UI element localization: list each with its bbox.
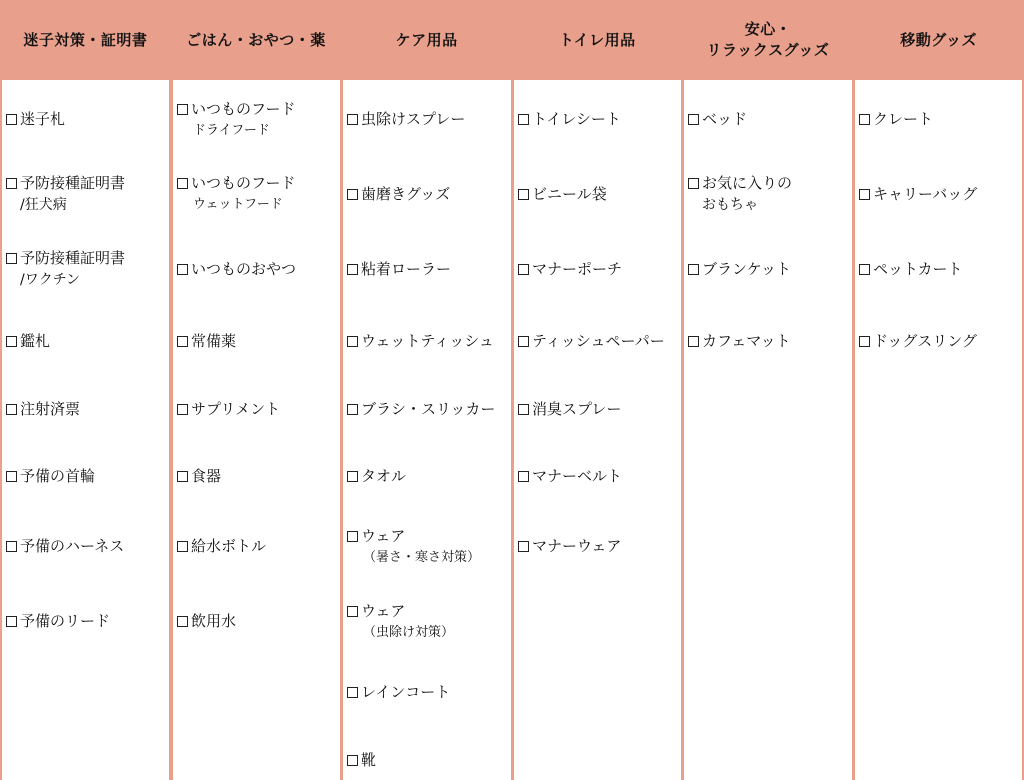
checkbox-icon[interactable] [518, 189, 529, 200]
item-label: ペットカート [873, 260, 963, 278]
item-label: 予備の首輪 [20, 467, 96, 485]
checkbox-icon[interactable] [6, 616, 17, 627]
checkbox-icon[interactable] [177, 178, 188, 189]
item-label: 予防接種証明書 [20, 249, 126, 267]
checklist-item[interactable] [347, 681, 509, 703]
checklist-item[interactable] [6, 247, 167, 291]
checklist-item[interactable] [177, 398, 338, 420]
checkbox-icon[interactable] [177, 471, 188, 482]
item-label: 注射済票 [20, 400, 81, 418]
checklist-item[interactable] [6, 535, 167, 557]
checkbox-icon[interactable] [859, 264, 870, 275]
checklist-item[interactable] [6, 330, 167, 352]
item-label: 消臭スプレー [532, 400, 622, 418]
checklist-item[interactable] [347, 330, 509, 352]
checkbox-icon[interactable] [177, 616, 188, 627]
item-label: レインコート [361, 683, 451, 701]
item-label: いつものおやつ [191, 260, 297, 278]
checklist-item[interactable] [177, 172, 338, 216]
checklist-item[interactable] [6, 108, 167, 130]
checkbox-icon[interactable] [518, 541, 529, 552]
checkbox-icon[interactable] [688, 178, 699, 189]
item-label: ブラシ・スリッカー [361, 400, 496, 418]
checklist-item[interactable] [859, 258, 1020, 280]
checkbox-icon[interactable] [688, 114, 699, 125]
item-label: 給水ボトル [191, 537, 267, 555]
checklist-item[interactable] [518, 330, 679, 352]
item-label: トイレシート [532, 110, 621, 128]
item-label: マナーベルト [532, 467, 623, 485]
item-label: 靴 [361, 751, 377, 769]
checklist-item[interactable] [518, 465, 679, 487]
checklist-item[interactable] [518, 183, 679, 205]
checkbox-icon[interactable] [347, 606, 358, 617]
checklist-column [514, 80, 681, 780]
item-label: ウェア [361, 602, 406, 620]
item-sublabel: ウェットフード [193, 197, 283, 212]
checkbox-icon[interactable] [518, 336, 529, 347]
checkbox-icon[interactable] [347, 264, 358, 275]
checkbox-icon[interactable] [518, 114, 529, 125]
checklist-item[interactable] [177, 98, 338, 142]
item-label: いつものフード [191, 100, 296, 118]
item-label: ビニール袋 [532, 185, 607, 203]
item-label: ブランケット [702, 260, 791, 278]
checkbox-icon[interactable] [347, 189, 358, 200]
header-row [0, 0, 1024, 80]
item-label: ウェア [361, 527, 406, 545]
checkbox-icon[interactable] [177, 404, 188, 415]
item-label: キャリーバッグ [873, 185, 978, 203]
checklist-item[interactable] [347, 258, 509, 280]
checklist-item[interactable] [688, 258, 850, 280]
checkbox-icon[interactable] [177, 541, 188, 552]
checkbox-icon[interactable] [6, 336, 17, 347]
column-header: トイレ用品 [558, 30, 636, 49]
checklist-item[interactable] [347, 525, 509, 569]
checklist-item[interactable] [177, 610, 338, 632]
item-sublabel: /狂犬病 [20, 197, 67, 213]
checklist-item[interactable] [6, 465, 167, 487]
checkbox-icon[interactable] [859, 189, 870, 200]
checklist-column [684, 80, 852, 780]
column-header: 移動グッズ [900, 30, 977, 49]
item-label: マナーウェア [532, 537, 622, 555]
checkbox-icon[interactable] [347, 471, 358, 482]
checkbox-icon[interactable] [347, 114, 358, 125]
item-label: マナーポーチ [532, 260, 623, 278]
checkbox-icon[interactable] [6, 404, 17, 415]
checklist-item[interactable] [177, 258, 338, 280]
item-label: 歯磨きグッズ [361, 185, 451, 203]
item-label: 予備のリード [20, 612, 111, 630]
checkbox-icon[interactable] [518, 264, 529, 275]
item-label: ウェットティッシュ [361, 332, 494, 350]
checklist-item[interactable] [6, 610, 167, 632]
item-label: タオル [361, 467, 407, 485]
item-label: 鑑札 [20, 332, 51, 350]
checklist-item[interactable] [6, 172, 167, 216]
item-label: 虫除けスプレー [361, 110, 466, 128]
checklist-item[interactable] [347, 600, 509, 644]
checklist-item[interactable] [347, 183, 509, 205]
column-header: 迷子対策・証明書 [23, 30, 148, 49]
item-label: 常備薬 [191, 332, 237, 350]
checklist-column [855, 80, 1022, 780]
checklist-item[interactable] [688, 330, 850, 352]
item-label: 食器 [191, 467, 222, 485]
item-label: 予防接種証明書 [20, 174, 126, 192]
checklist-item[interactable] [6, 398, 167, 420]
checklist-item[interactable] [518, 398, 679, 420]
checkbox-icon[interactable] [688, 264, 699, 275]
checklist-item[interactable] [347, 108, 509, 130]
checklist-item[interactable] [347, 749, 509, 771]
checklist-column [343, 80, 511, 780]
checklist-item[interactable] [177, 535, 338, 557]
checklist-column [2, 80, 169, 780]
checkbox-icon[interactable] [347, 404, 358, 415]
checklist-item[interactable] [859, 183, 1020, 205]
checklist-item[interactable] [688, 172, 850, 216]
item-label: 飲用水 [191, 612, 237, 630]
checklist-item[interactable] [177, 465, 338, 487]
item-label: ベッド [702, 110, 748, 128]
checklist-item[interactable] [518, 108, 679, 130]
checklist-column [173, 80, 340, 780]
checkbox-icon[interactable] [6, 114, 17, 125]
checklist-item[interactable] [177, 330, 338, 352]
checkbox-icon[interactable] [859, 336, 870, 347]
checklist-item[interactable] [347, 398, 509, 420]
checkbox-icon[interactable] [688, 336, 699, 347]
checkbox-icon[interactable] [6, 178, 17, 189]
item-label: 予備のハーネス [20, 537, 125, 555]
column-header: ごはん・おやつ・薬 [186, 30, 326, 49]
checklist-item[interactable] [518, 258, 679, 280]
checkbox-icon[interactable] [859, 114, 870, 125]
checklist-item[interactable] [688, 108, 850, 130]
item-label: お気に入りの [702, 174, 793, 192]
item-label: サプリメント [191, 400, 281, 418]
checkbox-icon[interactable] [518, 471, 529, 482]
checklist-item[interactable] [518, 535, 679, 557]
item-label: ドッグスリング [873, 332, 977, 350]
item-sublabel: ドライフード [193, 123, 270, 138]
item-sublabel: /ワクチン [20, 272, 81, 288]
checkbox-icon[interactable] [177, 264, 188, 275]
item-label: いつものフード [191, 174, 296, 192]
item-sublabel: （暑さ・寒さ対策） [363, 550, 481, 565]
item-label: 粘着ローラー [361, 260, 452, 278]
item-sublabel: おもちゃ [702, 197, 758, 213]
checklist-item[interactable] [347, 465, 509, 487]
checkbox-icon[interactable] [347, 687, 358, 698]
checkbox-icon[interactable] [518, 404, 529, 415]
checkbox-icon[interactable] [177, 336, 188, 347]
item-label: クレート [873, 110, 934, 128]
checkbox-icon[interactable] [6, 541, 17, 552]
item-label: ティッシュペーパー [532, 332, 665, 350]
checklist-item[interactable] [859, 108, 1020, 130]
checkbox-icon[interactable] [177, 104, 188, 115]
column-header: ケア用品 [395, 30, 458, 49]
checkbox-icon[interactable] [6, 471, 17, 482]
checkbox-icon[interactable] [347, 531, 358, 542]
checkbox-icon[interactable] [347, 336, 358, 347]
checkbox-icon[interactable] [6, 253, 17, 264]
item-label: 迷子札 [20, 110, 66, 128]
column-header: 安心・ リラックスグッズ [706, 20, 830, 59]
checkbox-icon[interactable] [347, 755, 358, 766]
item-label: カフェマット [702, 332, 791, 350]
item-sublabel: （虫除け対策） [363, 625, 455, 640]
checklist-item[interactable] [859, 330, 1020, 352]
